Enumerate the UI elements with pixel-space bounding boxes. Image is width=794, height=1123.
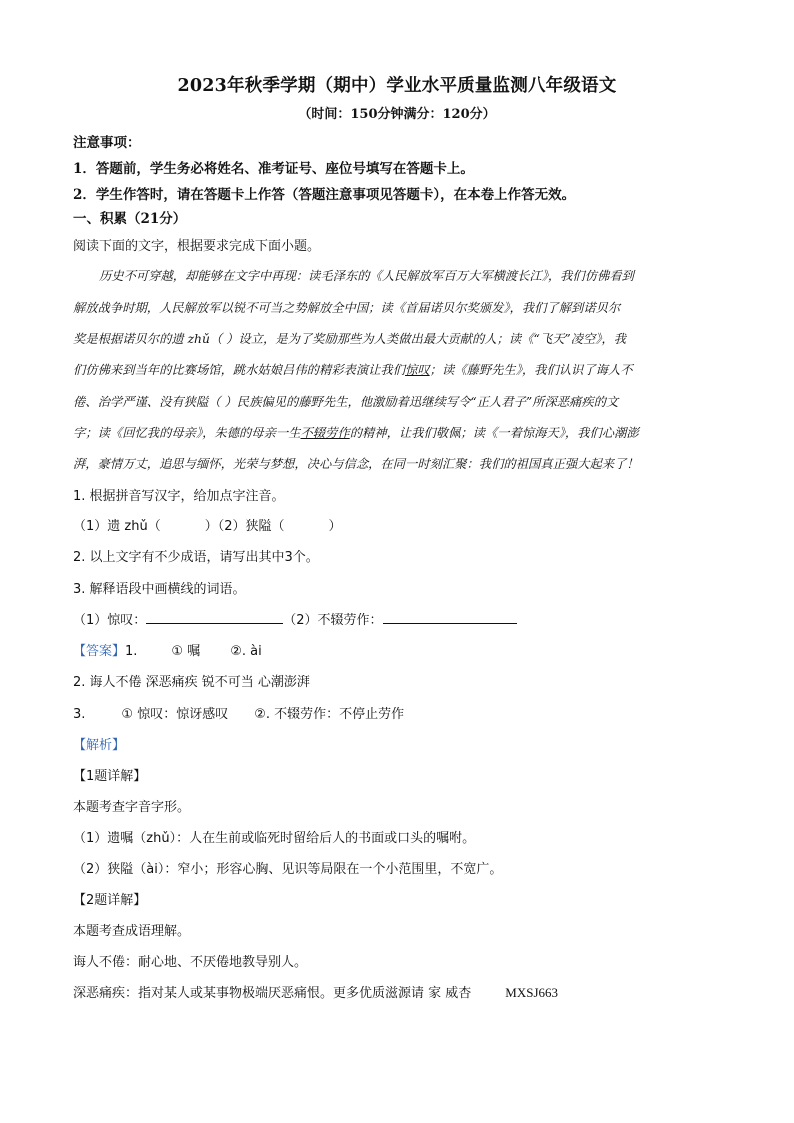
- detail-text: 深恶痛疾：指对某人或某事物极端厌恶痛恨。更多优质滋源请 家 威杏: [73, 986, 472, 1001]
- answer-item: ②. 不辍劳作：不停止劳作: [254, 707, 405, 722]
- passage-text: 字；读《回忆我的母亲》，朱德的母亲一生: [73, 426, 301, 440]
- detail-line: [73, 982, 558, 1001]
- detail-line: 诲人不倦：耐心地、不厌倦地教导别人。: [73, 955, 308, 970]
- question-3: 3. 解释语段中画横线的词语。: [73, 582, 246, 597]
- detail-heading-2: 【2题详解】: [73, 893, 147, 908]
- answer-blank: [146, 611, 283, 624]
- passage-line: [73, 423, 718, 441]
- answer-2: 2. 诲人不倦 深恶痛疾 锐不可当 心潮澎湃: [73, 675, 310, 690]
- answer-item: ②. ài: [230, 644, 262, 659]
- passage-line: 倦、治学严谨、没有狭隘（ ）民族偏见的藤野先生，他激励着迅继续写令“正人君子”所深恶痛疾的文: [73, 395, 619, 409]
- notice-item-2: 2．学生作答时，请在答题卡上作答（答题注意事项见答题卡），在本卷上作答无效。: [73, 187, 576, 203]
- notice-item-1: 1．答题前，学生务必将姓名、准考证号、座位号填写在答题卡上。: [73, 161, 474, 177]
- detail-heading-1: 【1题详解】: [73, 769, 147, 784]
- answer-label: 【答案】: [73, 644, 126, 659]
- answer-item: ① 嘱: [171, 644, 201, 659]
- question-3-blanks: [73, 609, 517, 628]
- underlined-word: 不辍劳作: [300, 426, 350, 440]
- question-1: 1. 根据拼音写汉字，给加点字注音。: [73, 489, 285, 504]
- detail-line: （2）狭隘（ài）：窄小；形容心胸、见识等局限在一个小范围里，不宽广。: [73, 862, 503, 877]
- answer-blank: [383, 611, 517, 624]
- passage-line: 解放战争时期，人民解放军以锐不可当之势解放全中国；读《首届诺贝尔奖颁发》，我们了解到诺贝尔: [73, 301, 621, 315]
- detail-line: （1）遗嘱（zhǔ）：人在生前或临死时留给后人的书面或口头的嘱咐。: [73, 831, 476, 846]
- section-heading: 一、积累（21分）: [73, 211, 187, 227]
- question-2: 2. 以上文字有不少成语，请写出其中3个。: [73, 550, 319, 565]
- passage-line: [73, 360, 718, 378]
- section-intro: 阅读下面的文字，根据要求完成下面小题。: [73, 239, 321, 254]
- blank-label: （2）不辍劳作：: [283, 613, 383, 628]
- watermark-code: MXSJ663: [505, 985, 559, 1000]
- blank-label: ）（2）狭隘（: [204, 519, 285, 534]
- passage-line: 历史不可穿越，却能够在文字中再现：读毛泽东的《人民解放军百万大军横渡长江》，我们仿佛看到: [99, 269, 634, 283]
- passage-text: 的精神，让我们敬佩；读《一着惊海天》，我们心潮澎: [349, 426, 639, 440]
- exam-time-score: （时间：150分钟满分：120分）: [298, 107, 496, 122]
- page-title: 2023年秋季学期（期中）学业水平质量监测八年级语文: [177, 76, 617, 96]
- question-1-blanks: [73, 515, 342, 534]
- passage-line: 奖是根据诺贝尔的遗 zhǔ（ ）设立，是为了奖励那些为人类做出最大贡献的人；读《“飞天”凌空》，我: [73, 332, 627, 346]
- blank-label: （1）遗 zhǔ（: [73, 519, 161, 534]
- passage-text: ；读《藤野先生》，我们认识了诲人不: [429, 363, 633, 377]
- answer-item: ① 惊叹：惊讶感叹: [121, 707, 229, 722]
- passage-line: 湃，豪情万丈，追思与缅怀，光荣与梦想，决心与信念，在同一时刻汇聚：我们的祖国真正强大起来了！: [73, 457, 639, 471]
- underlined-word: 惊叹: [405, 363, 430, 377]
- answer-num: 1.: [125, 644, 138, 659]
- blank-label: （1）惊叹：: [73, 613, 147, 628]
- notice-heading: 注意事项：: [73, 135, 141, 151]
- analysis-label: 【解析】: [73, 738, 126, 753]
- passage-text: 们仿佛来到当年的比赛场馆，跳水姑娘吕伟的精彩表演让我们: [73, 363, 406, 377]
- answer-1: [73, 640, 262, 659]
- blank-label: ）: [328, 519, 342, 534]
- answer-num: 3.: [73, 707, 86, 722]
- answer-3: [73, 703, 404, 722]
- detail-intro-1: 本题考查字音字形。: [73, 800, 191, 815]
- detail-intro-2: 本题考查成语理解。: [73, 924, 191, 939]
